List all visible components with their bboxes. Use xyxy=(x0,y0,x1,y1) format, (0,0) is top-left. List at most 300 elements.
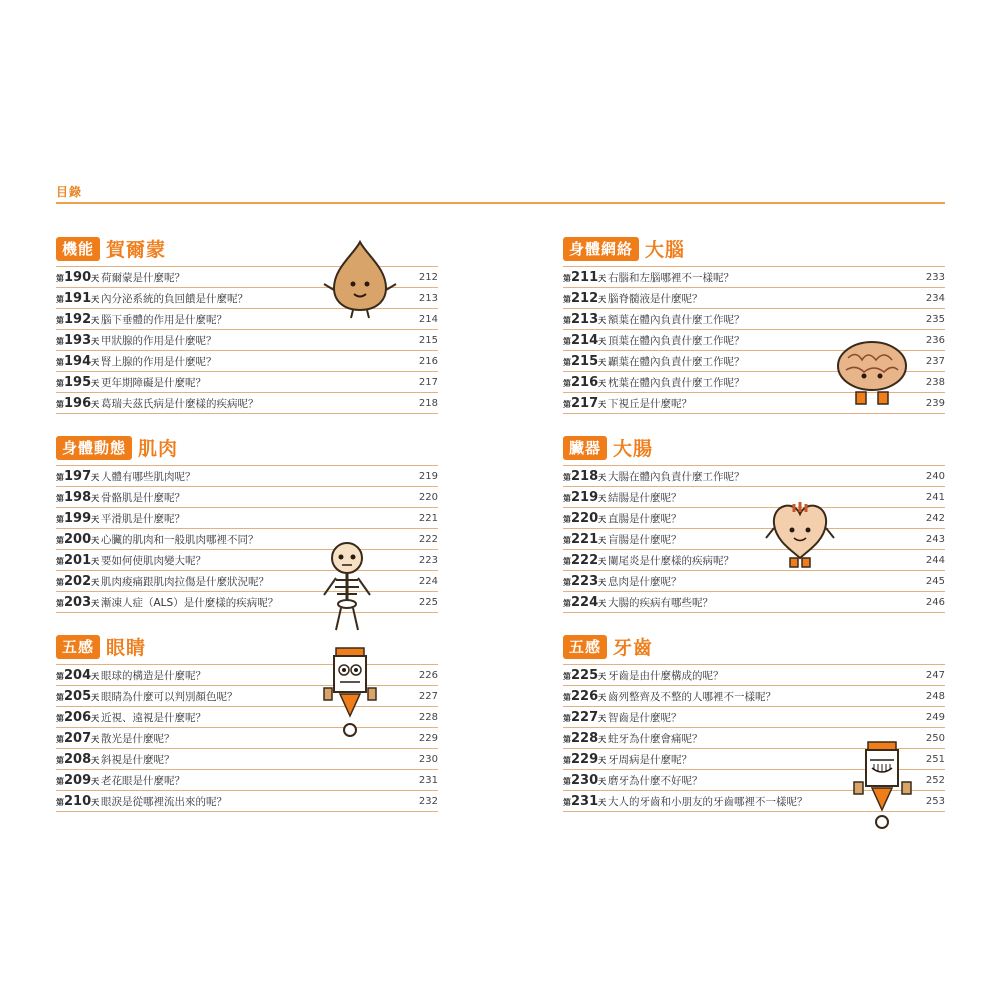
day-suffix: 天 xyxy=(598,336,607,346)
day-number: 225 xyxy=(571,667,599,683)
entry-question: 內分泌系統的負回饋是什麼呢？ xyxy=(101,292,248,305)
day-number: 201 xyxy=(64,552,92,568)
heart-mascot-icon xyxy=(764,498,836,570)
day-suffix: 天 xyxy=(598,734,607,744)
section-category-tag: 臟器 xyxy=(563,436,607,460)
day-prefix: 第 xyxy=(563,692,571,702)
day-label xyxy=(563,396,608,411)
day-label xyxy=(56,689,101,704)
toc-entry[interactable] xyxy=(56,592,438,613)
day-number: 197 xyxy=(64,468,92,484)
toc-entry[interactable] xyxy=(563,707,945,728)
day-prefix: 第 xyxy=(56,556,64,566)
page-number: 217 xyxy=(418,376,438,388)
section-title: 牙齒 xyxy=(613,637,654,659)
day-suffix: 天 xyxy=(91,598,100,608)
day-prefix: 第 xyxy=(56,776,64,786)
day-prefix: 第 xyxy=(563,776,571,786)
entry-question: 腦下垂體的作用是什麼呢？ xyxy=(101,313,227,326)
page-number: 248 xyxy=(925,690,945,702)
entry-question: 結腸是什麼呢？ xyxy=(608,491,682,504)
entry-question: 腎上腺的作用是什麼呢？ xyxy=(101,355,217,368)
day-label xyxy=(56,375,101,390)
toc-title: 目錄 xyxy=(56,185,83,199)
toc-entry-list xyxy=(56,465,438,613)
page-number: 219 xyxy=(418,470,438,482)
section-category-tag: 身體動態 xyxy=(56,436,132,460)
page-number: 223 xyxy=(418,554,438,566)
day-suffix: 天 xyxy=(91,273,100,283)
day-suffix: 天 xyxy=(598,713,607,723)
day-label xyxy=(56,731,101,746)
day-suffix: 天 xyxy=(91,692,100,702)
day-prefix: 第 xyxy=(56,472,64,482)
entry-question: 大人的牙齒和小朋友的牙齒哪裡不一樣呢？ xyxy=(608,795,808,808)
day-label xyxy=(563,752,608,767)
page-number: 239 xyxy=(925,397,945,409)
day-prefix: 第 xyxy=(56,692,64,702)
page-number: 233 xyxy=(925,271,945,283)
day-prefix: 第 xyxy=(56,598,64,608)
day-number: 214 xyxy=(571,332,599,348)
page-number: 251 xyxy=(925,753,945,765)
day-suffix: 天 xyxy=(598,797,607,807)
tooth-box-mascot-icon xyxy=(850,738,916,830)
toc-entry[interactable] xyxy=(56,571,438,592)
page-number: 249 xyxy=(925,711,945,723)
toc-entry[interactable] xyxy=(563,686,945,707)
day-label xyxy=(563,375,608,390)
day-suffix: 天 xyxy=(91,797,100,807)
day-label xyxy=(56,532,101,547)
day-prefix: 第 xyxy=(56,755,64,765)
page-number: 214 xyxy=(418,313,438,325)
day-number: 209 xyxy=(64,772,92,788)
toc-entry[interactable] xyxy=(56,749,438,770)
entry-question: 大腸在體內負責什麼工作呢？ xyxy=(608,470,745,483)
day-number: 198 xyxy=(64,489,92,505)
day-suffix: 天 xyxy=(598,692,607,702)
day-suffix: 天 xyxy=(598,294,607,304)
day-label xyxy=(563,668,608,683)
toc-entry[interactable] xyxy=(563,288,945,309)
day-suffix: 天 xyxy=(598,577,607,587)
toc-entry[interactable] xyxy=(56,351,438,372)
day-suffix: 天 xyxy=(91,713,100,723)
entry-question: 漸凍人症（ALS）是什麼樣的疾病呢？ xyxy=(101,596,279,609)
section-title: 眼睛 xyxy=(106,637,147,659)
day-prefix: 第 xyxy=(56,713,64,723)
page-number: 241 xyxy=(925,491,945,503)
day-label xyxy=(56,710,101,725)
day-number: 194 xyxy=(64,353,92,369)
day-label xyxy=(56,668,101,683)
page-number: 235 xyxy=(925,313,945,325)
day-suffix: 天 xyxy=(598,493,607,503)
day-prefix: 第 xyxy=(56,734,64,744)
day-label xyxy=(56,333,101,348)
page-number: 245 xyxy=(925,575,945,587)
day-number: 202 xyxy=(64,573,92,589)
day-label xyxy=(56,595,101,610)
day-prefix: 第 xyxy=(56,797,64,807)
skeleton-mascot-icon xyxy=(314,540,380,635)
day-prefix: 第 xyxy=(56,514,64,524)
day-number: 222 xyxy=(571,552,599,568)
day-suffix: 天 xyxy=(598,776,607,786)
toc-entry-list xyxy=(563,465,945,613)
page-number: 222 xyxy=(418,533,438,545)
section-header xyxy=(563,235,945,262)
day-suffix: 天 xyxy=(91,493,100,503)
day-label xyxy=(563,574,608,589)
day-suffix: 天 xyxy=(598,472,607,482)
eye-box-mascot-icon xyxy=(320,644,384,740)
day-suffix: 天 xyxy=(598,755,607,765)
day-label xyxy=(563,532,608,547)
page-number: 216 xyxy=(418,355,438,367)
day-number: 203 xyxy=(64,594,92,610)
day-label xyxy=(563,794,608,809)
page-number: 253 xyxy=(925,795,945,807)
toc-entry[interactable] xyxy=(56,791,438,812)
day-prefix: 第 xyxy=(56,378,64,388)
entry-question: 心臟的肌肉和一般肌肉哪裡不同？ xyxy=(101,533,259,546)
entry-question: 息肉是什麼呢？ xyxy=(608,575,682,588)
day-suffix: 天 xyxy=(598,357,607,367)
day-number: 205 xyxy=(64,688,92,704)
entry-question: 牙齒是由什麼構成的呢？ xyxy=(608,669,724,682)
entry-question: 智齒是什麼呢？ xyxy=(608,711,682,724)
page-number: 252 xyxy=(925,774,945,786)
day-prefix: 第 xyxy=(563,472,571,482)
toc-section xyxy=(563,434,945,613)
section-category-tag: 身體網絡 xyxy=(563,237,639,261)
toc-entry[interactable] xyxy=(563,529,945,550)
day-suffix: 天 xyxy=(598,315,607,325)
day-prefix: 第 xyxy=(563,598,571,608)
entry-question: 枕葉在體內負責什麼工作呢？ xyxy=(608,376,745,389)
header-divider xyxy=(56,202,945,204)
day-number: 224 xyxy=(571,594,599,610)
day-number: 219 xyxy=(571,489,599,505)
day-label xyxy=(56,354,101,369)
day-label xyxy=(56,553,101,568)
day-suffix: 天 xyxy=(91,556,100,566)
day-label xyxy=(56,773,101,788)
toc-entry[interactable] xyxy=(56,466,438,487)
day-number: 223 xyxy=(571,573,599,589)
day-prefix: 第 xyxy=(56,315,64,325)
toc-entry[interactable] xyxy=(56,508,438,529)
page-number: 234 xyxy=(925,292,945,304)
toc-entry[interactable] xyxy=(563,466,945,487)
day-prefix: 第 xyxy=(56,535,64,545)
day-suffix: 天 xyxy=(91,294,100,304)
day-number: 190 xyxy=(64,269,92,285)
page-number: 220 xyxy=(418,491,438,503)
day-prefix: 第 xyxy=(563,273,571,283)
section-category-tag: 五感 xyxy=(56,635,100,659)
hormone-drop-mascot-icon xyxy=(320,238,400,320)
day-number: 207 xyxy=(64,730,92,746)
toc-entry[interactable] xyxy=(563,309,945,330)
toc-entry[interactable] xyxy=(563,508,945,529)
entry-question: 大腸的疾病有哪些呢？ xyxy=(608,596,713,609)
day-prefix: 第 xyxy=(56,671,64,681)
day-suffix: 天 xyxy=(91,671,100,681)
day-number: 200 xyxy=(64,531,92,547)
day-suffix: 天 xyxy=(598,535,607,545)
toc-entry[interactable] xyxy=(56,487,438,508)
entry-question: 老花眼是什麼呢？ xyxy=(101,774,185,787)
page-number: 243 xyxy=(925,533,945,545)
day-prefix: 第 xyxy=(563,755,571,765)
entry-question: 眼淚是從哪裡流出來的呢？ xyxy=(101,795,227,808)
day-label xyxy=(56,312,101,327)
day-suffix: 天 xyxy=(598,378,607,388)
day-suffix: 天 xyxy=(91,734,100,744)
day-number: 192 xyxy=(64,311,92,327)
day-number: 195 xyxy=(64,374,92,390)
day-prefix: 第 xyxy=(563,357,571,367)
day-number: 230 xyxy=(571,772,599,788)
day-number: 193 xyxy=(64,332,92,348)
day-number: 220 xyxy=(571,510,599,526)
day-label xyxy=(563,773,608,788)
day-prefix: 第 xyxy=(563,378,571,388)
entry-question: 更年期障礙是什麼呢？ xyxy=(101,376,206,389)
day-suffix: 天 xyxy=(91,357,100,367)
entry-question: 齒列整齊及不整的人哪裡不一樣呢？ xyxy=(608,690,776,703)
day-label xyxy=(56,270,101,285)
toc-entry[interactable] xyxy=(563,665,945,686)
entry-question: 腦脊髓液是什麼呢？ xyxy=(608,292,703,305)
entry-question: 眼睛為什麼可以判別顏色呢？ xyxy=(101,690,238,703)
page-number: 247 xyxy=(925,669,945,681)
day-label xyxy=(563,511,608,526)
page-number: 244 xyxy=(925,554,945,566)
day-prefix: 第 xyxy=(56,273,64,283)
toc-entry[interactable] xyxy=(563,487,945,508)
entry-question: 直腸是什麼呢？ xyxy=(608,512,682,525)
section-category-tag: 五感 xyxy=(563,635,607,659)
day-prefix: 第 xyxy=(56,294,64,304)
entry-question: 右腦和左腦哪裡不一樣呢？ xyxy=(608,271,734,284)
day-suffix: 天 xyxy=(91,535,100,545)
page-number: 224 xyxy=(418,575,438,587)
entry-question: 葛瑞夫茲氏病是什麼樣的疾病呢？ xyxy=(101,397,259,410)
day-prefix: 第 xyxy=(563,797,571,807)
day-prefix: 第 xyxy=(563,514,571,524)
day-number: 215 xyxy=(571,353,599,369)
day-number: 218 xyxy=(571,468,599,484)
day-label xyxy=(56,490,101,505)
toc-entry[interactable] xyxy=(56,330,438,351)
section-category-tag: 機能 xyxy=(56,237,100,261)
day-suffix: 天 xyxy=(598,514,607,524)
day-suffix: 天 xyxy=(598,598,607,608)
page-number: 250 xyxy=(925,732,945,744)
toc-section xyxy=(56,434,438,613)
page-number: 230 xyxy=(418,753,438,765)
page-number: 215 xyxy=(418,334,438,346)
day-number: 226 xyxy=(571,688,599,704)
day-suffix: 天 xyxy=(91,776,100,786)
day-prefix: 第 xyxy=(56,336,64,346)
day-label xyxy=(563,469,608,484)
day-suffix: 天 xyxy=(598,556,607,566)
day-label xyxy=(563,312,608,327)
entry-question: 磨牙為什麼不好呢？ xyxy=(608,774,703,787)
entry-question: 斜視是什麼呢？ xyxy=(101,753,175,766)
entry-question: 荷爾蒙是什麼呢？ xyxy=(101,271,185,284)
section-header xyxy=(563,434,945,461)
page-number: 226 xyxy=(418,669,438,681)
day-number: 196 xyxy=(64,395,92,411)
day-prefix: 第 xyxy=(56,493,64,503)
day-prefix: 第 xyxy=(563,294,571,304)
toc-entry[interactable] xyxy=(563,550,945,571)
section-header xyxy=(563,633,945,660)
section-header xyxy=(56,434,438,461)
day-prefix: 第 xyxy=(563,493,571,503)
page-number: 228 xyxy=(418,711,438,723)
day-number: 221 xyxy=(571,531,599,547)
entry-question: 散光是什麼呢？ xyxy=(101,732,175,745)
entry-question: 平滑肌是什麼呢？ xyxy=(101,512,185,525)
day-number: 204 xyxy=(64,667,92,683)
day-label xyxy=(563,731,608,746)
day-label xyxy=(56,794,101,809)
toc-entry[interactable] xyxy=(56,372,438,393)
day-prefix: 第 xyxy=(563,535,571,545)
day-label xyxy=(563,270,608,285)
day-number: 212 xyxy=(571,290,599,306)
toc-entry[interactable] xyxy=(563,571,945,592)
page-number: 231 xyxy=(418,774,438,786)
entry-question: 下視丘是什麼呢？ xyxy=(608,397,692,410)
day-prefix: 第 xyxy=(563,713,571,723)
day-label xyxy=(56,752,101,767)
day-number: 199 xyxy=(64,510,92,526)
toc-entry[interactable] xyxy=(56,550,438,571)
toc-entry[interactable] xyxy=(56,529,438,550)
page-number: 213 xyxy=(418,292,438,304)
day-prefix: 第 xyxy=(56,357,64,367)
day-label xyxy=(563,595,608,610)
day-label xyxy=(56,396,101,411)
day-number: 210 xyxy=(64,793,92,809)
page-number: 221 xyxy=(418,512,438,524)
day-number: 231 xyxy=(571,793,599,809)
day-prefix: 第 xyxy=(56,577,64,587)
right-column xyxy=(563,235,945,812)
day-label xyxy=(563,553,608,568)
section-title: 肌肉 xyxy=(138,438,179,460)
day-label xyxy=(563,490,608,505)
toc-entry[interactable] xyxy=(56,770,438,791)
day-suffix: 天 xyxy=(91,399,100,409)
entry-question: 盲腸是什麼呢？ xyxy=(608,533,682,546)
entry-question: 甲狀腺的作用是什麼呢？ xyxy=(101,334,217,347)
page-number: 237 xyxy=(925,355,945,367)
day-label xyxy=(563,689,608,704)
entry-question: 近視、遠視是什麼呢？ xyxy=(101,711,206,724)
entry-question: 眼球的構造是什麼呢？ xyxy=(101,669,206,682)
day-prefix: 第 xyxy=(563,671,571,681)
day-prefix: 第 xyxy=(563,336,571,346)
page-number: 232 xyxy=(418,795,438,807)
day-prefix: 第 xyxy=(563,315,571,325)
day-label xyxy=(563,333,608,348)
entry-question: 骨骼肌是什麼呢？ xyxy=(101,491,185,504)
brain-mascot-icon xyxy=(832,336,912,408)
day-prefix: 第 xyxy=(56,399,64,409)
entry-question: 肌肉痠痛跟肌肉拉傷是什麼狀況呢？ xyxy=(101,575,269,588)
page-number: 227 xyxy=(418,690,438,702)
section-title: 大腦 xyxy=(645,239,686,261)
day-label xyxy=(56,291,101,306)
day-label xyxy=(563,291,608,306)
toc-entry[interactable] xyxy=(563,267,945,288)
entry-question: 額葉在體內負責什麼工作呢？ xyxy=(608,313,745,326)
day-label xyxy=(563,354,608,369)
day-number: 211 xyxy=(571,269,599,285)
day-prefix: 第 xyxy=(563,399,571,409)
day-suffix: 天 xyxy=(91,755,100,765)
section-title: 大腸 xyxy=(613,438,654,460)
entry-question: 人體有哪些肌肉呢？ xyxy=(101,470,196,483)
page-number: 240 xyxy=(925,470,945,482)
entry-question: 牙周病是什麼呢？ xyxy=(608,753,692,766)
page-number: 225 xyxy=(418,596,438,608)
page-number: 246 xyxy=(925,596,945,608)
day-number: 216 xyxy=(571,374,599,390)
page-number: 212 xyxy=(418,271,438,283)
section-title: 賀爾蒙 xyxy=(106,239,167,261)
day-number: 213 xyxy=(571,311,599,327)
page-number: 242 xyxy=(925,512,945,524)
entry-question: 蛀牙為什麼會痛呢？ xyxy=(608,732,703,745)
day-suffix: 天 xyxy=(91,577,100,587)
entry-question: 要如何使肌肉變大呢？ xyxy=(101,554,206,567)
toc-entry[interactable] xyxy=(56,393,438,414)
day-number: 191 xyxy=(64,290,92,306)
day-number: 206 xyxy=(64,709,92,725)
entry-question: 顳葉在體內負責什麼工作呢？ xyxy=(608,355,745,368)
day-number: 227 xyxy=(571,709,599,725)
day-label xyxy=(56,469,101,484)
page-number: 229 xyxy=(418,732,438,744)
page-number: 236 xyxy=(925,334,945,346)
day-suffix: 天 xyxy=(91,514,100,524)
day-suffix: 天 xyxy=(91,472,100,482)
day-suffix: 天 xyxy=(91,378,100,388)
day-number: 217 xyxy=(571,395,599,411)
day-suffix: 天 xyxy=(91,336,100,346)
day-label xyxy=(56,511,101,526)
entry-question: 頂葉在體內負責什麼工作呢？ xyxy=(608,334,745,347)
day-suffix: 天 xyxy=(598,671,607,681)
entry-question: 闌尾炎是什麼樣的疾病呢？ xyxy=(608,554,734,567)
toc-entry[interactable] xyxy=(563,592,945,613)
day-suffix: 天 xyxy=(598,273,607,283)
day-number: 229 xyxy=(571,751,599,767)
day-label xyxy=(563,710,608,725)
day-number: 208 xyxy=(64,751,92,767)
day-prefix: 第 xyxy=(563,734,571,744)
